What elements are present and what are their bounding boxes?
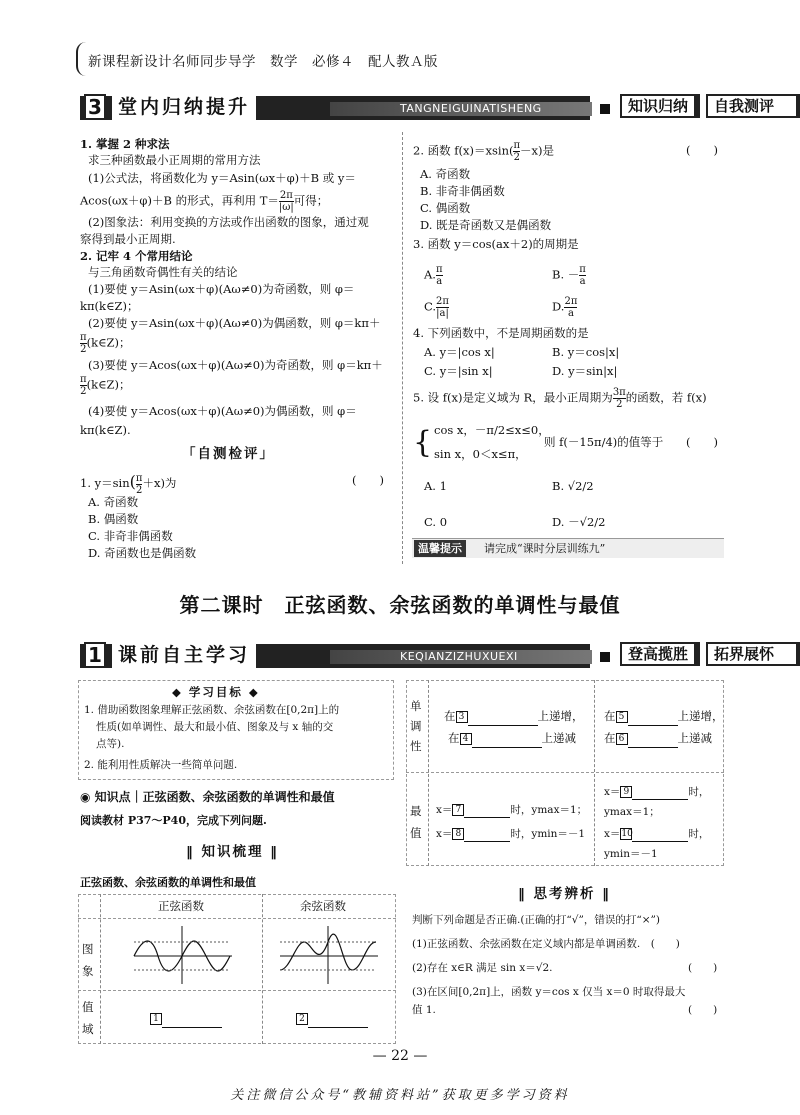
table-rule: [594, 680, 595, 866]
table-rule: [100, 894, 101, 1044]
option-c: C. 偶函数: [420, 201, 471, 215]
question-4: 4. 下列函数中，不是周期函数的是: [413, 326, 589, 340]
knowledge-point: ◉ 知识点｜正弦函数、余弦函数的单调性和最值: [80, 790, 335, 804]
sine-graph: [132, 924, 236, 986]
self-test-heading: 「自测检评」: [182, 446, 275, 462]
option-b: B. y＝cos|x|: [552, 345, 620, 359]
sin-max: x＝ 7 时，ymax＝1；: [436, 802, 587, 818]
heading-four-conclusions: 2. 记牢 4 个常用结论: [80, 249, 193, 263]
answer-bracket: ( ): [688, 1004, 718, 1016]
cosine-graph: [278, 924, 382, 986]
goal-line: 点等).: [96, 738, 125, 750]
text-line: $\frac{\pi}{2}$ (k∈Z)；: [80, 332, 131, 355]
learning-goals-title: ◆ 学习目标 ◆: [172, 685, 260, 699]
tip-bar: [412, 538, 724, 558]
reading-instruction: 阅读教材 P37～P40，完成下列问题.: [80, 814, 267, 827]
option-a: A. 奇函数: [420, 167, 471, 181]
option-d: D. －√2/2: [552, 515, 606, 529]
piecewise-case: sin x，0＜x≤π，: [434, 447, 527, 461]
text-line: 与三角函数奇偶性有关的结论: [88, 265, 238, 279]
goal-line: 2. 能利用性质解决一些简单问题.: [84, 759, 238, 771]
text-line: 求三种函数最小正周期的常用方法: [88, 153, 261, 167]
banner-square-icon: [600, 104, 610, 114]
option-c: C. $\frac{2\pi}{|a|}$: [424, 296, 449, 319]
cos-increase: 在 5 上递增，: [604, 708, 724, 726]
text-line: (1)公式法，将函数化为 y＝Asin(ωx＋φ)＋B 或 y＝: [88, 171, 356, 185]
option-a: A. 1: [424, 479, 447, 493]
section-title: 课前自主学习: [112, 640, 256, 668]
answer-bracket: ( ): [352, 473, 384, 487]
option-b: B. √2/2: [552, 479, 594, 493]
blank-2[interactable]: 2: [296, 1010, 368, 1028]
question-1: 1. y＝sin( $\frac{\pi}{2}$ ＋x)为: [80, 472, 177, 496]
option-c: C. y＝|sin x|: [424, 364, 493, 378]
cos-max: x＝ 9 时，: [604, 784, 709, 800]
text-line: (2)要使 y＝Asin(ωx＋φ)(Aω≠0)为偶函数，则 φ＝kπ＋: [88, 316, 381, 330]
option-a: A. 奇函数: [88, 495, 139, 509]
option-d: D. 奇函数也是偶函数: [88, 546, 197, 560]
question-2: 2. 函数 f(x)＝xsin( $\frac{\pi}{2}$ －x)是: [413, 140, 555, 163]
table-rule: [78, 918, 396, 919]
text-line: (2)图象法：利用变换的方法或作出函数的图象，通过观: [88, 215, 369, 229]
tag-knowledge-summary: 知识归纳: [620, 94, 700, 118]
option-c: C. 0: [424, 515, 448, 529]
cos-ymax: ymax＝1；: [604, 806, 660, 818]
row-mono: 单调性: [410, 699, 422, 753]
cos-min: x＝10 时，: [604, 826, 709, 842]
question-5-tail: 则 f(－15π/4)的值等于: [544, 435, 664, 449]
knowledge-comb-heading: ‖ 知识梳理 ‖: [186, 844, 279, 860]
header-bracket-decoration: [76, 42, 86, 76]
section-pinyin: TANGNEIGUINATISHENG: [400, 102, 542, 115]
question-3: 3. 函数 y＝cos(ax＋2)的周期是: [413, 237, 579, 251]
section-number: 3: [84, 94, 106, 120]
cos-ymin: ymin＝－1: [604, 848, 658, 860]
goal-line: 1. 借助函数图象理解正弦函数、余弦函数在[0,2π]上的: [84, 704, 340, 716]
option-b: B. － $\frac{\pi}{a}$: [552, 264, 586, 287]
text-line: (1)要使 y＝Asin(ωx＋φ)(Aω≠0)为奇函数，则 φ＝: [88, 282, 355, 296]
option-d: D. y＝sin|x|: [552, 364, 618, 378]
sin-min: x＝ 8 时，ymin＝－1: [436, 826, 585, 842]
sin-decrease: 在 4 上递减: [448, 730, 576, 748]
section-banner-summary: [80, 92, 775, 120]
footer-note: 关注微信公众号“教辅资料站”获取更多学习资料: [230, 1088, 570, 1103]
running-header: 新课程新设计名师同步导学 数学 必修４ 配人教Ａ版: [88, 54, 438, 70]
text-line: Acos(ωx＋φ)＋B 的形式，再利用 T＝ $\frac{2\pi}{|\omega|}$ 可得；: [80, 190, 329, 213]
column-divider: [402, 132, 403, 564]
col-cos: 余弦函数: [300, 899, 346, 913]
answer-bracket: ( ): [686, 143, 718, 157]
think-item-1: (1)正弦函数、余弦函数在定义域内都是单调函数. ( ): [412, 938, 680, 950]
tip-label: 温馨提示: [414, 540, 466, 557]
section-banner-preview: [80, 640, 775, 668]
think-item-2: (2)存在 x∈R 满足 sin x＝√2.: [412, 962, 553, 974]
text-line: 察得到最小正周期.: [80, 232, 176, 246]
table-rule: [428, 680, 429, 866]
think-intro: 判断下列命题是否正确.(正确的打“√”，错误的打“×”): [412, 914, 660, 926]
think-item-3-cont: 值 1.: [412, 1004, 436, 1016]
option-b: B. 偶函数: [88, 512, 139, 526]
question-5: 5. 设 f(x)是定义域为 R，最小正周期为 $\frac{3\pi}{2}$ 的函数，若 f(x): [413, 387, 707, 410]
think-heading: ‖ 思考辨析 ‖: [518, 886, 611, 902]
goal-line: 性质(如单调性、最大和最小值、图象及与 x 轴的交: [96, 721, 334, 733]
sin-increase: 在 3 上递增，: [444, 708, 584, 726]
text-line: kπ(k∈Z).: [80, 423, 131, 437]
text-line: (4)要使 y＝Acos(ωx＋φ)(Aω≠0)为偶函数，则 φ＝: [88, 404, 357, 418]
banner-square-icon: [600, 652, 610, 662]
option-b: B. 非奇非偶函数: [420, 184, 505, 198]
row-extreme: 最值: [410, 804, 422, 840]
option-c: C. 非奇非偶函数: [88, 529, 173, 543]
heading-two-methods: 1. 掌握 2 种求法: [80, 137, 170, 151]
text-line: kπ(k∈Z)；: [80, 299, 139, 313]
piecewise-case: cos x，－π/2≤x≤0，: [434, 423, 550, 437]
table-rule: [78, 990, 396, 991]
answer-bracket: ( ): [688, 962, 718, 974]
page-number: — 22 —: [372, 1048, 428, 1064]
piecewise-brace: {: [413, 425, 433, 460]
row-graph: 图象: [82, 942, 94, 978]
blank-1[interactable]: 1: [150, 1010, 222, 1028]
table-rule: [406, 772, 724, 773]
option-d: D. 既是奇函数又是偶函数: [420, 218, 552, 232]
text-line: (3)要使 y＝Acos(ωx＋φ)(Aω≠0)为奇函数，则 φ＝kπ＋: [88, 358, 383, 372]
tag-self-test: 自我测评: [706, 94, 800, 118]
section-title: 堂内归纳提升: [112, 92, 256, 120]
think-item-3: (3)在区间[0,2π]上，函数 y＝cos x 仅当 x＝0 时取得最大: [412, 986, 686, 998]
option-a: A. y＝|cos x|: [424, 345, 495, 359]
table-caption: 正弦函数、余弦函数的单调性和最值: [80, 876, 256, 889]
answer-bracket: ( ): [686, 435, 718, 449]
tag-climb: 登高揽胜: [620, 642, 700, 666]
tip-text: 请完成“课时分层训练九”: [484, 542, 606, 555]
section-number: 1: [84, 642, 106, 668]
cos-decrease: 在 6 上递减: [604, 730, 712, 748]
row-range: 值域: [82, 1000, 94, 1036]
section-pinyin: KEQIANZIZHUXUEXI: [400, 650, 518, 663]
option-a: A. $\frac{\pi}{a}$: [424, 264, 443, 287]
table-rule: [262, 894, 263, 1044]
tag-expand: 拓界展怀: [706, 642, 800, 666]
text-line: $\frac{\pi}{2}$ (k∈Z)；: [80, 374, 131, 397]
lesson-title: 第二课时 正弦函数、余弦函数的单调性与最值: [179, 593, 621, 617]
option-d: D. $\frac{2\pi}{a}$: [552, 296, 578, 319]
col-sin: 正弦函数: [158, 899, 204, 913]
